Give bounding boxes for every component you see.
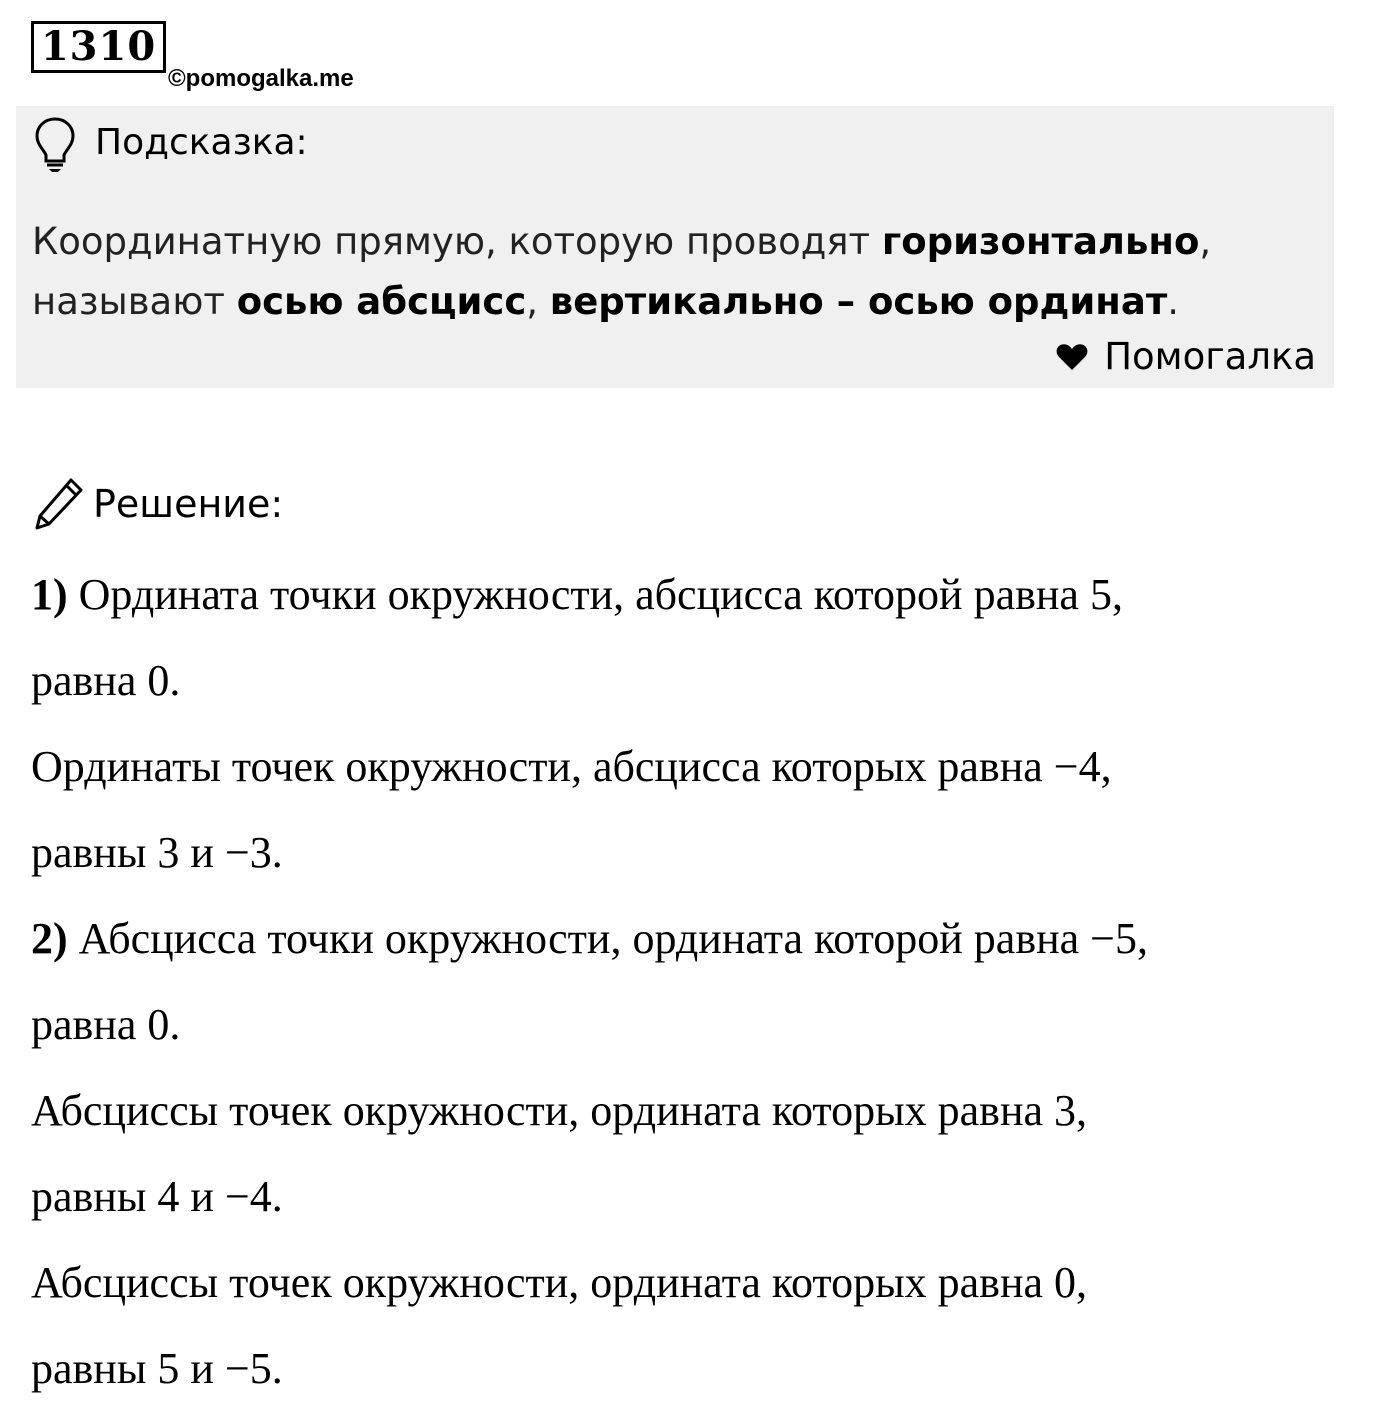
lightbulb-icon [34, 116, 76, 174]
line-text: Абсциссы точек окружности, ордината которых равна 3, [31, 1086, 1088, 1135]
solution-line [31, 1326, 1371, 1412]
solution-title: Решение: [93, 482, 284, 526]
hint-text-bold: осью абсцисс [236, 280, 527, 323]
task-number: 1310 [31, 21, 166, 73]
hint-text [32, 212, 1322, 332]
solution-line [31, 724, 1371, 810]
solution-line [31, 982, 1371, 1068]
line-text: Ординаты точек окружности, абсцисса которых равна −4, [31, 742, 1112, 791]
pencil-icon [33, 476, 85, 532]
solution-lines [31, 552, 1371, 1412]
item-number: 2) [31, 914, 68, 963]
solution-line [31, 1068, 1371, 1154]
heart-icon [1056, 343, 1088, 371]
item-number: 1) [31, 570, 68, 619]
line-text: равны 3 и −3. [31, 828, 283, 877]
hint-text-bold: горизонтально [881, 220, 1200, 263]
solution-header [33, 476, 283, 532]
solution-line [31, 810, 1371, 896]
hint-text-part: . [1167, 280, 1180, 323]
signature-label: Помогалка [1104, 335, 1316, 378]
solution-line [31, 1240, 1371, 1326]
hint-text-bold: вертикально – осью ординат [549, 280, 1168, 323]
solution-line [31, 638, 1371, 724]
hint-text-part: , [526, 280, 550, 323]
solution-line [31, 896, 1371, 982]
hint-title: Подсказка: [95, 122, 308, 163]
line-text: равна 0. [31, 656, 181, 705]
line-text: Абсцисса точки окружности, ордината которой равна −5, [67, 914, 1148, 963]
line-text: Ордината точки окружности, абсцисса которой равна 5, [67, 570, 1123, 619]
line-text: равны 5 и −5. [31, 1344, 283, 1393]
line-text: равна 0. [31, 1000, 181, 1049]
line-text: равны 4 и −4. [31, 1172, 283, 1221]
solution-line [31, 1154, 1371, 1240]
line-text: Абсциссы точек окружности, ордината которых равна 0, [31, 1258, 1088, 1307]
hint-text-part: , называют [32, 220, 1212, 323]
solution-line [31, 552, 1371, 638]
hint-box [16, 106, 1334, 388]
hint-text-part: Координатную прямую, которую проводят [32, 220, 882, 263]
watermark: ©pomogalka.me [168, 65, 354, 92]
hint-signature [1056, 334, 1316, 380]
